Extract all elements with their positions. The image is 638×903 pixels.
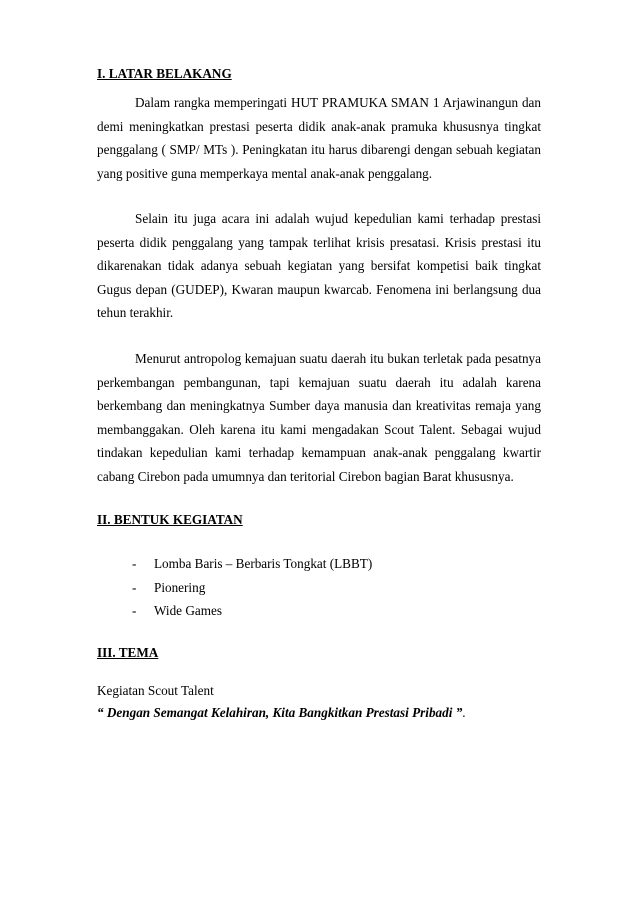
theme-line: [97, 705, 466, 721]
dash-bullet: -: [132, 579, 137, 595]
section-heading-tema: III. TEMA: [97, 645, 159, 660]
list-item-text: Pionering: [154, 579, 206, 595]
paragraph-3: Menurut antropolog kemajuan suatu daerah itu bukan terletak pada pesatnya perkembangan pembangunan, tapi kemajuan suatu daerah itu adalah karena berkembang dan meningkatnya Sumber daya manusia dan kreativitas remaja yang membanggakan. Oleh karena itu kami mengadakan Scout Talent. Sebagai wujud tindakan kepedulian kami terhadap kemampuan anak-anak penggalang kwartir cabang Cirebon pada umumnya dan teritorial Cirebon bagian Barat khususnya.: [97, 351, 541, 484]
list-item: [132, 599, 372, 623]
theme-intro: Kegiatan Scout Talent: [97, 683, 214, 698]
theme-period: .: [462, 705, 466, 720]
list-item-text: Wide Games: [154, 603, 222, 618]
list-item: [132, 552, 372, 576]
activity-list: [132, 552, 372, 623]
dash-bullet: -: [132, 603, 137, 618]
theme-quote: “ Dengan Semangat Kelahiran, Kita Bangkitkan Prestasi Pribadi ”: [97, 705, 463, 720]
paragraph-2: Selain itu juga acara ini adalah wujud kepedulian kami terhadap prestasi peserta didik penggalang yang tampak terlihat krisis presatasi. Krisis prestasi itu dikarenakan tidak adanya sebuah kegiatan yang bersifat kompetisi baik tingkat Gugus depan (GUDEP), Kwaran maupun kwarcab. Fenomena ini berlangsung dua tehun terakhir.: [97, 211, 541, 321]
list-item: [132, 576, 372, 600]
paragraph-1: Dalam rangka memperingati HUT PRAMUKA SMAN 1 Arjawinangun dan demi meningkatkan prestasi peserta didik anak-anak pramuka khususnya tingkat penggalang ( SMP/ MTs ). Peningkatan itu harus dibarengi dengan sebuah kegiatan yang positive guna memperkaya mental anak-anak penggalang.: [97, 95, 541, 181]
list-item-text: Lomba Baris – Berbaris Tongkat (LBBT): [154, 556, 373, 571]
section-heading-latar-belakang: I. LATAR BELAKANG: [97, 66, 232, 81]
section-heading-bentuk-kegiatan: II. BENTUK KEGIATAN: [97, 512, 243, 527]
dash-bullet: -: [132, 556, 137, 571]
